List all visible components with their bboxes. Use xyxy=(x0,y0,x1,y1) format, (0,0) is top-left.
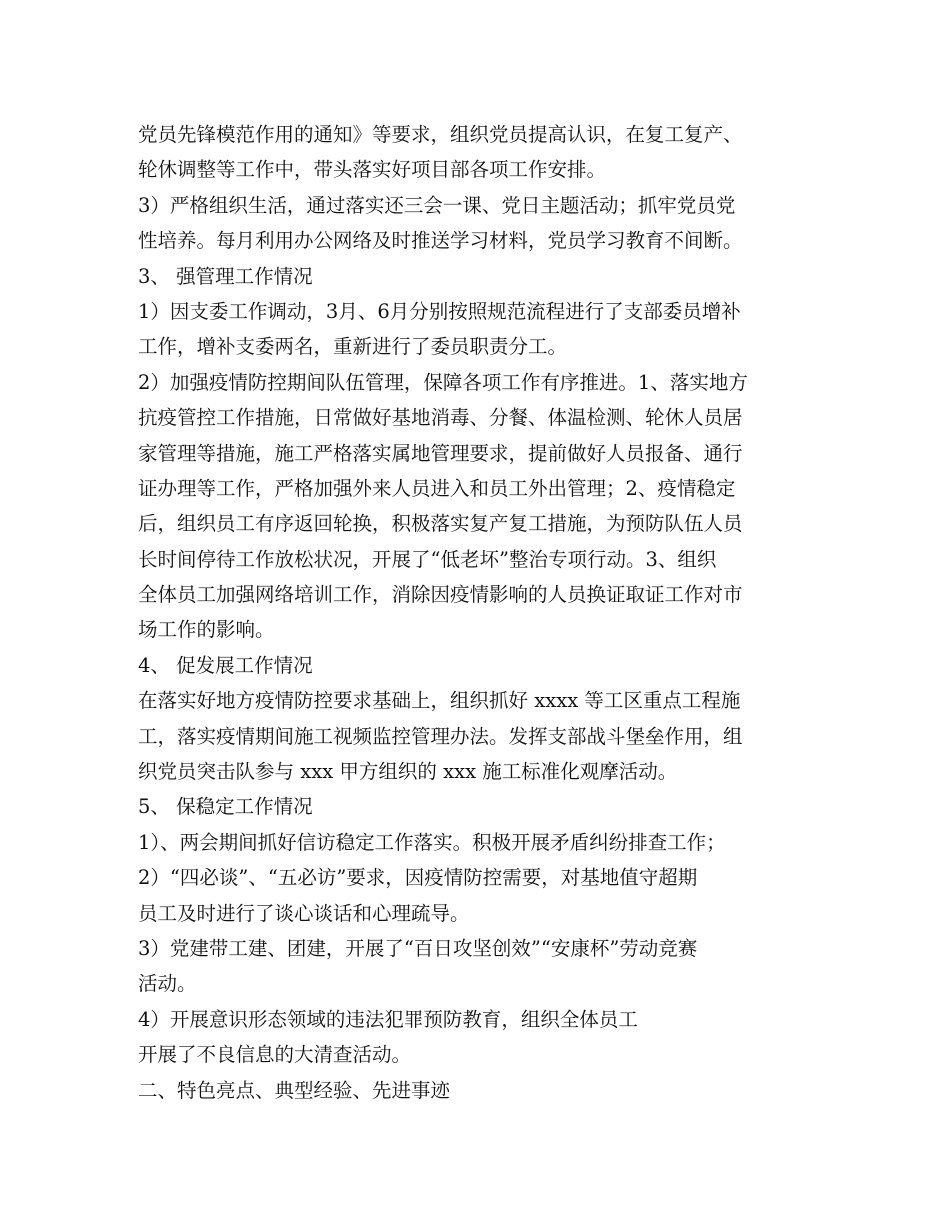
text-line: 工作，增补支委两名，重新进行了委员职责分工。 xyxy=(138,335,568,359)
text-line: 家管理等措施，施工严格落实属地管理要求，提前做好人员报备、通行 xyxy=(138,441,743,465)
text-line: 后，组织员工有序返回轮换，积极落实复产复工措施，为预防队伍人员 xyxy=(138,512,743,536)
text-line: 活动。 xyxy=(138,972,197,996)
text-line: 在落实好地方疫情防控要求基础上，组织抓好 xxxx 等工区重点工程施 xyxy=(138,689,741,713)
text-line: 场工作的影响。 xyxy=(138,618,275,642)
text-line: 性培养。每月利用办公网络及时推送学习材料，党员学习教育不间断。 xyxy=(138,229,743,253)
text-line: 1）、两会期间抓好信访稳定工作落实。积极开展矛盾纠纷排查工作； xyxy=(138,830,726,854)
text-line: 全体员工加强网络培训工作，消除因疫情影响的人员换证取证工作对市 xyxy=(138,583,743,607)
section-heading: 5、 保稳定工作情况 xyxy=(138,795,313,819)
text-line: 3）党建带工建、团建，开展了“百日攻坚创效”“安康杯”劳动竞赛 xyxy=(138,936,698,960)
text-line: 员工及时进行了谈心谈话和心理疏导。 xyxy=(138,901,470,925)
section-heading: 4、 促发展工作情况 xyxy=(138,653,313,677)
text-line: 2）“四必谈”、“五必访”要求，因疫情防控需要，对基地值守超期 xyxy=(138,866,698,890)
text-line: 开展了不良信息的大清查活动。 xyxy=(138,1043,412,1067)
text-line: 织党员突击队参与 xxx 甲方组织的 xxx 施工标准化观摩活动。 xyxy=(138,760,678,784)
document-body xyxy=(138,117,818,1108)
text-line: 4）开展意识形态领域的违法犯罪预防教育，组织全体员工 xyxy=(138,1007,638,1031)
text-line: 3）严格组织生活，通过落实还三会一课、党日主题活动；抓牢党员党 xyxy=(138,193,736,217)
text-line: 党员先锋模范作用的通知》等要求，组织党员提高认识，在复工复产、 xyxy=(138,123,743,146)
section-heading: 3、 强管理工作情况 xyxy=(138,264,313,288)
text-line: 证办理等工作，严格加强外来人员进入和员工外出管理；2、疫情稳定 xyxy=(138,476,736,500)
text-line: 1）因支委工作调动，3月、6月分别按照规范流程进行了支部委员增补 xyxy=(138,299,741,323)
text-line: 轮休调整等工作中，带头落实好项目部各项工作安排。 xyxy=(138,158,607,182)
section-heading: 二、特色亮点、典型经验、先进事迹 xyxy=(138,1078,451,1102)
text-line: 2）加强疫情防控期间队伍管理，保障各项工作有序推进。1、落实地方 xyxy=(138,370,748,394)
text-line: 工，落实疫情期间施工视频监控管理办法。发挥支部战斗堡垒作用，组 xyxy=(138,724,743,748)
text-line: 抗疫管控工作措施，日常做好基地消毒、分餐、体温检测、轮休人员居 xyxy=(138,406,743,430)
text-line: 长时间停待工作放松状况，开展了“低老坏”整治专项行动。3、组织 xyxy=(138,547,717,571)
